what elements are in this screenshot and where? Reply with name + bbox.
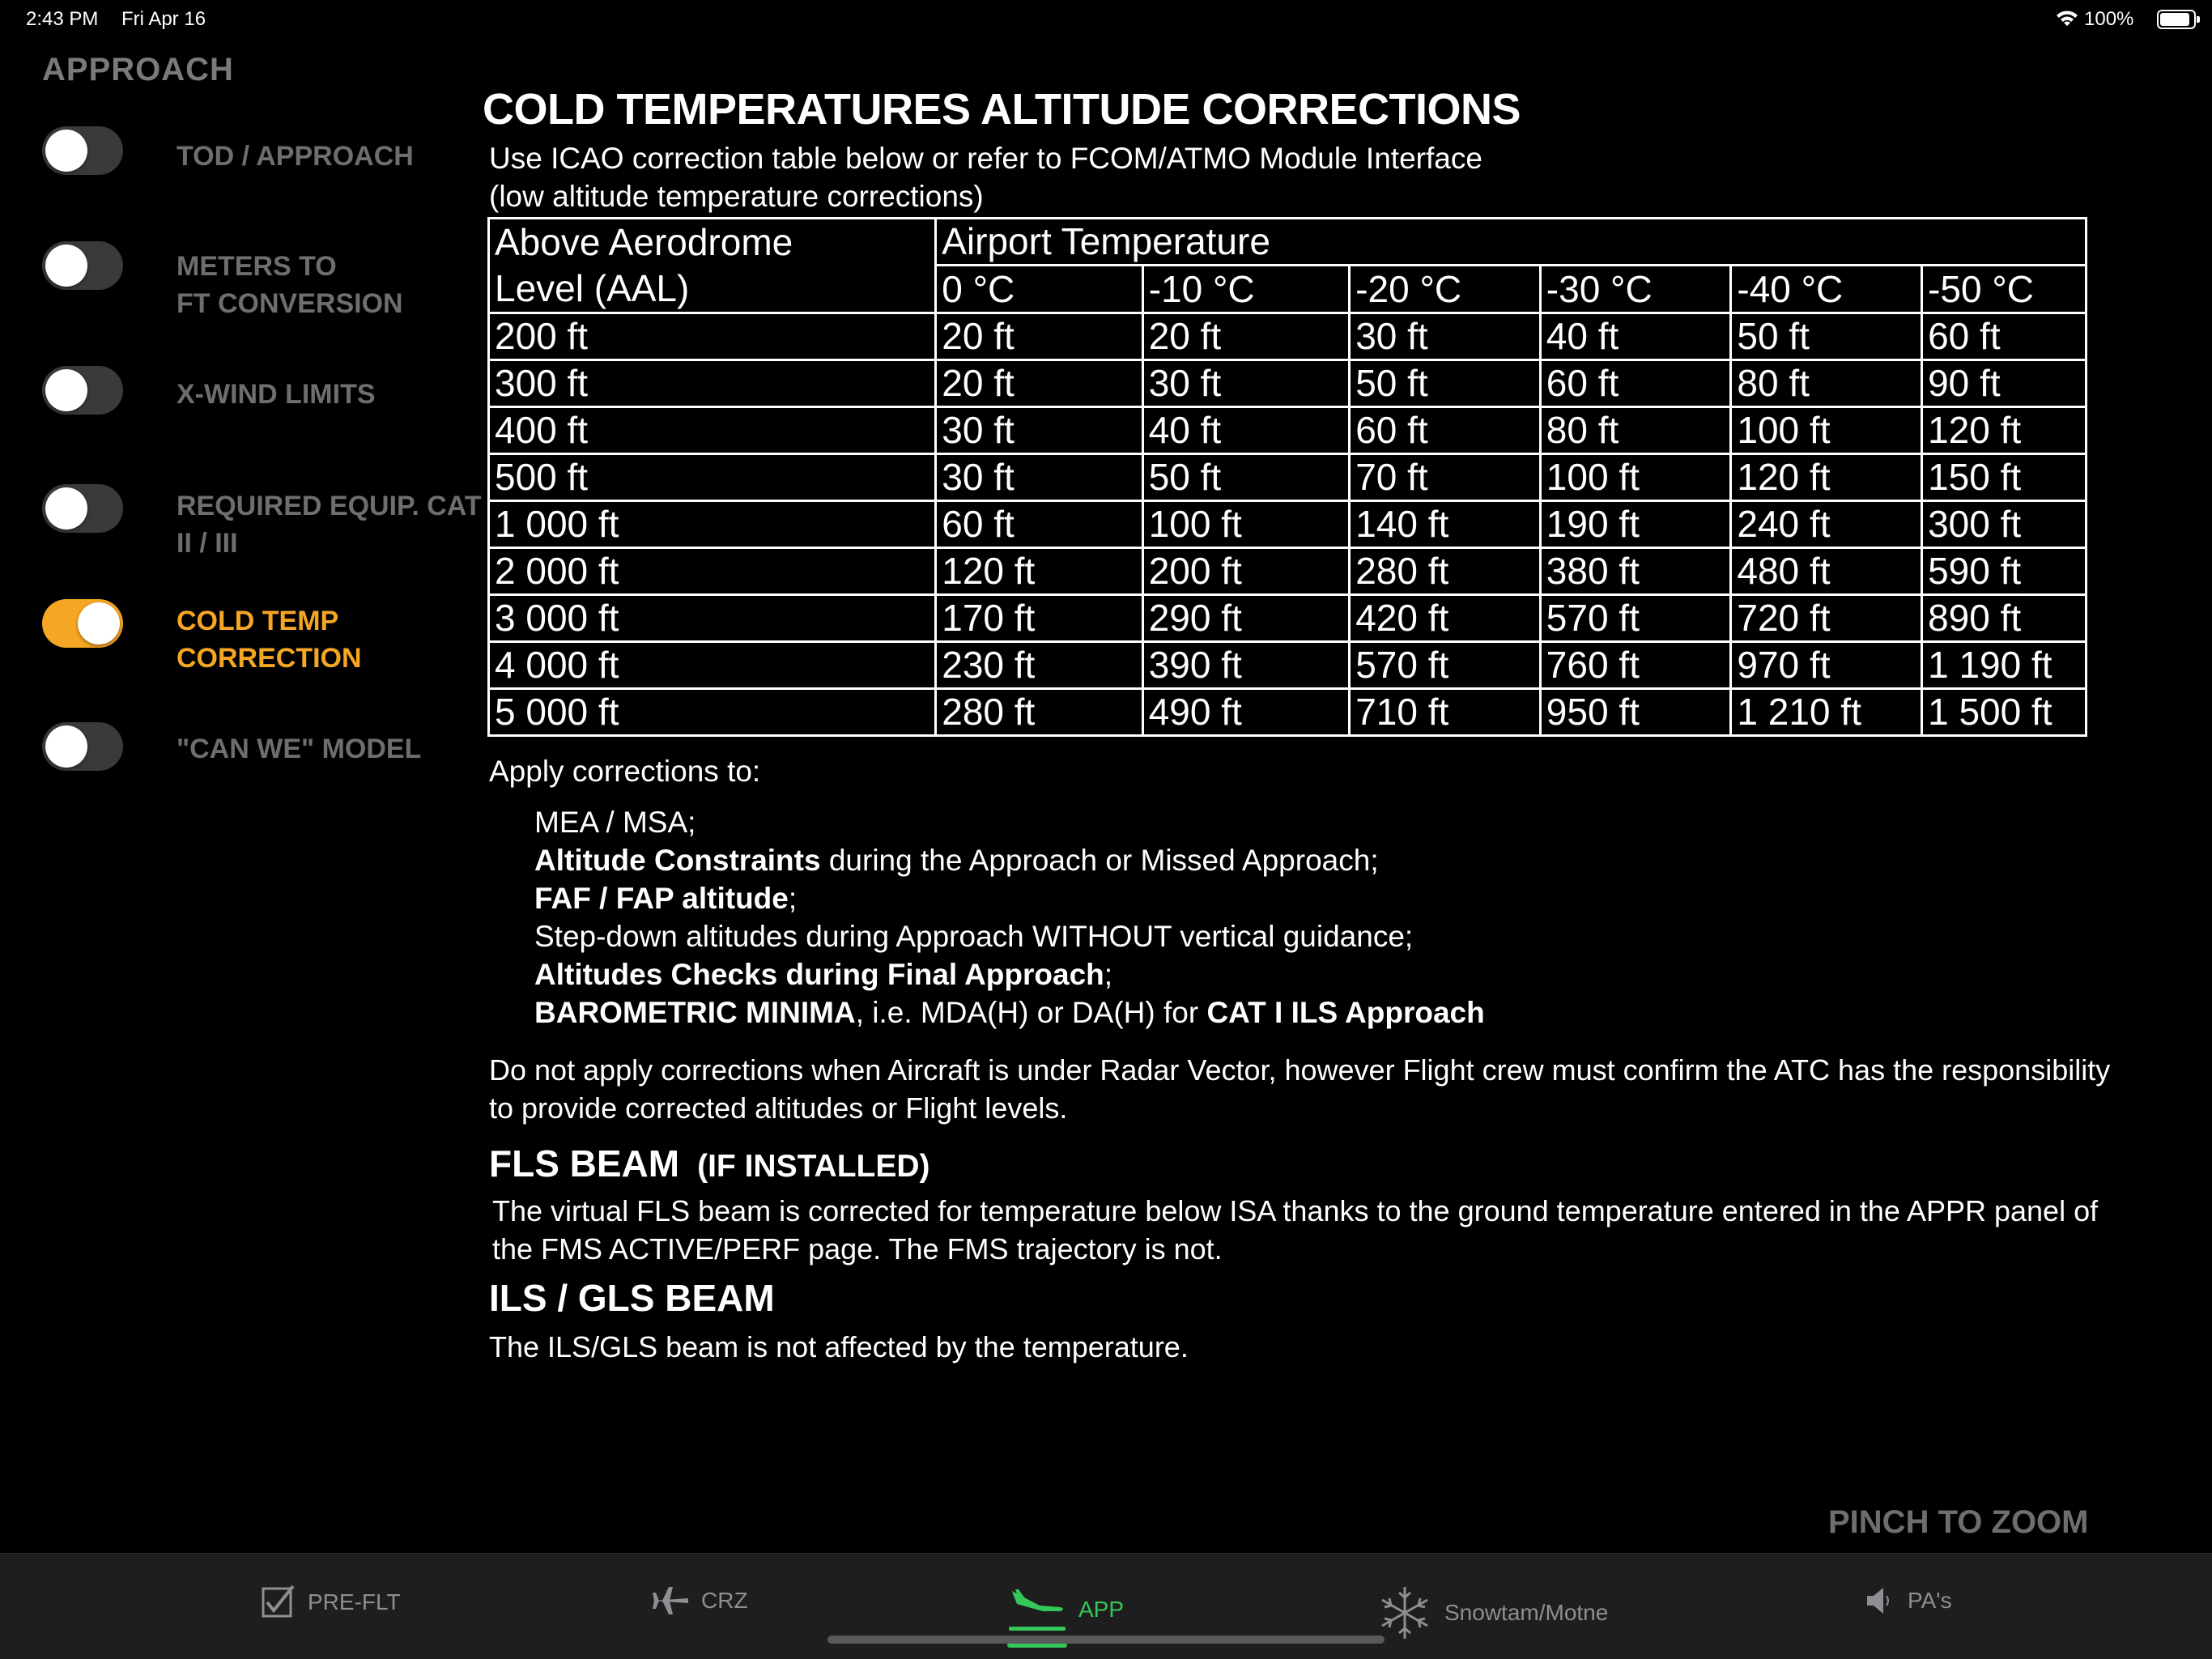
battery-level <box>2160 13 2189 26</box>
sidebar-title: APPROACH <box>42 52 234 87</box>
row-level: 200 ft <box>489 313 936 360</box>
fls-heading-suffix: (IF INSTALLED) <box>697 1149 930 1184</box>
table-cell: 760 ft <box>1540 642 1731 689</box>
table-row <box>489 454 2087 501</box>
column-header: -30 °C <box>1540 266 1731 313</box>
apply-item <box>534 803 2073 841</box>
table-cell: 20 ft <box>936 313 1142 360</box>
table-cell: 570 ft <box>1350 642 1541 689</box>
table-cell: 490 ft <box>1142 689 1350 736</box>
intro-line-1: Use ICAO correction table below or refer to FCOM/ATMO Module Interface <box>489 142 1482 175</box>
ils-text: The ILS/GLS beam is not affected by the temperature. <box>489 1330 1189 1363</box>
table-cell: 120 ft <box>1922 407 2087 454</box>
table-cell: 1 190 ft <box>1922 642 2087 689</box>
column-header: -40 °C <box>1731 266 1922 313</box>
tab-crz[interactable] <box>651 1585 748 1617</box>
header-left-2: Level (AAL) <box>489 266 936 313</box>
table-row <box>489 360 2087 407</box>
table-cell: 890 ft <box>1922 595 2087 642</box>
row-level: 500 ft <box>489 454 936 501</box>
toggle-can-we-model[interactable] <box>42 722 123 771</box>
status-date: Fri Apr 16 <box>121 8 206 30</box>
table-cell: 970 ft <box>1731 642 1922 689</box>
tab-pas[interactable] <box>1864 1585 1952 1617</box>
table-cell: 20 ft <box>1142 313 1350 360</box>
row-level: 3 000 ft <box>489 595 936 642</box>
apply-item-text: Step-down altitudes during Approach WITHOUT vertical guidance; <box>534 920 1414 953</box>
ils-heading: ILS / GLS BEAM <box>489 1277 775 1319</box>
row-level: 4 000 ft <box>489 642 936 689</box>
table-cell: 120 ft <box>1731 454 1922 501</box>
table-cell: 70 ft <box>1350 454 1541 501</box>
column-header: 0 °C <box>936 266 1142 313</box>
table-cell: 1 500 ft <box>1922 689 2087 736</box>
fls-text: The virtual FLS beam is corrected for temperature below ISA thanks to the ground temperature entered in the APPR panel of the FMS ACTIVE/PERF page. The FMS trajectory is not. <box>492 1194 2099 1266</box>
toggle-required-equip[interactable] <box>42 484 123 533</box>
status-time: 2:43 PM <box>26 8 99 30</box>
column-header: -20 °C <box>1350 266 1541 313</box>
table-cell: 240 ft <box>1731 501 1922 548</box>
row-level: 300 ft <box>489 360 936 407</box>
row-level: 1 000 ft <box>489 501 936 548</box>
table-cell: 150 ft <box>1922 454 2087 501</box>
table-row <box>489 689 2087 736</box>
tab-app[interactable] <box>1007 1585 1124 1635</box>
snowflake-icon <box>1376 1585 1433 1641</box>
sidebar-item-x-wind-limits[interactable]: X-WIND LIMITS <box>177 379 376 410</box>
header-group: Airport Temperature <box>936 219 2087 266</box>
table-cell: 200 ft <box>1142 548 1350 595</box>
table-cell: 720 ft <box>1731 595 1922 642</box>
toggle-knob <box>45 130 87 172</box>
apply-item-text: ; <box>788 882 798 915</box>
table-cell: 100 ft <box>1142 501 1350 548</box>
apply-item-bold: FAF / FAP altitude <box>534 882 789 915</box>
landing-icon <box>1007 1585 1067 1635</box>
airplane-icon <box>651 1585 690 1617</box>
table-cell: 20 ft <box>936 360 1142 407</box>
table-cell: 50 ft <box>1142 454 1350 501</box>
toggle-knob <box>78 602 120 644</box>
tab-pre-flt[interactable] <box>261 1585 401 1620</box>
apply-item <box>534 917 2073 955</box>
table-cell: 80 ft <box>1731 360 1922 407</box>
tab-label: PA's <box>1908 1588 1952 1613</box>
sidebar-item-tod-approach[interactable]: TOD / APPROACH <box>177 141 414 172</box>
toggle-meters-to-ft[interactable] <box>42 241 123 290</box>
tab-label: Snowtam/Motne <box>1444 1600 1609 1625</box>
apply-item <box>534 955 2073 993</box>
table-row <box>489 642 2087 689</box>
table-cell: 60 ft <box>1922 313 2087 360</box>
table-cell: 60 ft <box>936 501 1142 548</box>
battery-percent: 100% <box>2084 8 2134 30</box>
table-cell: 30 ft <box>936 407 1142 454</box>
apply-item-text: MEA / MSA; <box>534 806 696 839</box>
page-title: COLD TEMPERATURES ALTITUDE CORRECTIONS <box>483 85 1521 134</box>
toggle-knob <box>45 369 87 411</box>
sidebar-item-meters-to-ft[interactable]: METERS TO FT CONVERSION <box>177 251 403 319</box>
sidebar-item-required-equip[interactable]: REQUIRED EQUIP. CAT II / III <box>177 491 482 559</box>
table-cell: 30 ft <box>936 454 1142 501</box>
toggle-x-wind-limits[interactable] <box>42 366 123 415</box>
row-level: 400 ft <box>489 407 936 454</box>
toggle-knob <box>45 245 87 287</box>
table-cell: 40 ft <box>1142 407 1350 454</box>
tab-label: CRZ <box>701 1588 748 1613</box>
table-cell: 300 ft <box>1922 501 2087 548</box>
sidebar-item-can-we-model[interactable]: "CAN WE" MODEL <box>177 734 422 764</box>
apply-item <box>534 841 2073 879</box>
apply-item <box>534 879 2073 917</box>
pinch-to-zoom-hint: PINCH TO ZOOM <box>1828 1504 2089 1540</box>
table-cell: 190 ft <box>1540 501 1731 548</box>
table-cell: 570 ft <box>1540 595 1731 642</box>
table-cell: 390 ft <box>1142 642 1350 689</box>
row-level: 2 000 ft <box>489 548 936 595</box>
intro-text <box>489 139 1946 215</box>
apply-item-bold: Altitude Constraints <box>534 844 821 877</box>
apply-item <box>534 993 2073 1032</box>
apply-item-bold: Altitudes Checks during Final Approach <box>534 958 1104 991</box>
table-cell: 420 ft <box>1350 595 1541 642</box>
column-header-row <box>489 266 2087 313</box>
table-cell: 950 ft <box>1540 689 1731 736</box>
table-row <box>489 595 2087 642</box>
toggle-tod-approach[interactable] <box>42 126 123 175</box>
battery-icon <box>2157 10 2196 29</box>
row-level: 5 000 ft <box>489 689 936 736</box>
table-cell: 170 ft <box>936 595 1142 642</box>
apply-item-text: , i.e. MDA(H) or DA(H) for <box>855 996 1207 1029</box>
toggle-knob <box>45 725 87 768</box>
table-cell: 30 ft <box>1142 360 1350 407</box>
fls-heading-text: FLS BEAM <box>489 1142 680 1185</box>
table-row <box>489 548 2087 595</box>
table-cell: 480 ft <box>1731 548 1922 595</box>
table-cell: 90 ft <box>1922 360 2087 407</box>
fls-heading <box>489 1142 930 1185</box>
table-cell: 60 ft <box>1540 360 1731 407</box>
speaker-icon <box>1864 1585 1896 1617</box>
apply-heading: Apply corrections to: <box>489 755 761 788</box>
table-cell: 50 ft <box>1350 360 1541 407</box>
apply-item-text: during the Approach or Missed Approach; <box>820 844 1379 877</box>
table-row <box>489 313 2087 360</box>
tab-label: PRE-FLT <box>308 1589 401 1614</box>
table-cell: 120 ft <box>936 548 1142 595</box>
apply-item-text: ; <box>1104 958 1113 991</box>
correction-table <box>487 217 2087 737</box>
tab-label: APP <box>1078 1597 1125 1622</box>
table-cell: 710 ft <box>1350 689 1541 736</box>
table-cell: 380 ft <box>1540 548 1731 595</box>
apply-list <box>534 803 2073 1032</box>
table-cell: 100 ft <box>1731 407 1922 454</box>
table-cell: 100 ft <box>1540 454 1731 501</box>
header-left-1: Above Aerodrome <box>489 219 936 266</box>
table-cell: 140 ft <box>1350 501 1541 548</box>
wifi-icon <box>2055 10 2079 28</box>
table-cell: 1 210 ft <box>1731 689 1922 736</box>
table-cell: 30 ft <box>1350 313 1541 360</box>
checkbox-icon <box>261 1585 296 1620</box>
sidebar-item-cold-temp-correction[interactable]: COLD TEMP CORRECTION <box>177 606 362 674</box>
intro-line-2: (low altitude temperature corrections) <box>489 180 984 213</box>
table-cell: 230 ft <box>936 642 1142 689</box>
table-cell: 590 ft <box>1922 548 2087 595</box>
toggle-cold-temp-correction[interactable] <box>42 599 123 648</box>
home-indicator[interactable] <box>827 1636 1385 1644</box>
table-cell: 60 ft <box>1350 407 1541 454</box>
table-cell: 50 ft <box>1731 313 1922 360</box>
table-cell: 80 ft <box>1540 407 1731 454</box>
table-cell: 290 ft <box>1142 595 1350 642</box>
column-header: -50 °C <box>1922 266 2087 313</box>
table-cell: 40 ft <box>1540 313 1731 360</box>
table-cell: 280 ft <box>936 689 1142 736</box>
apply-item-bold: BAROMETRIC MINIMA <box>534 996 856 1029</box>
apply-item-bold: CAT I ILS Approach <box>1206 996 1485 1029</box>
column-header: -10 °C <box>1142 266 1350 313</box>
no-apply-note: Do not apply corrections when Aircraft is under Radar Vector, however Flight crew must confirm the ATC has the responsibility to provide corrected altitudes or Flight levels. <box>489 1053 2111 1125</box>
table-cell: 280 ft <box>1350 548 1541 595</box>
table-row <box>489 501 2087 548</box>
table-row <box>489 407 2087 454</box>
toggle-knob <box>45 487 87 530</box>
tab-snowtam-motne[interactable] <box>1376 1585 1608 1641</box>
